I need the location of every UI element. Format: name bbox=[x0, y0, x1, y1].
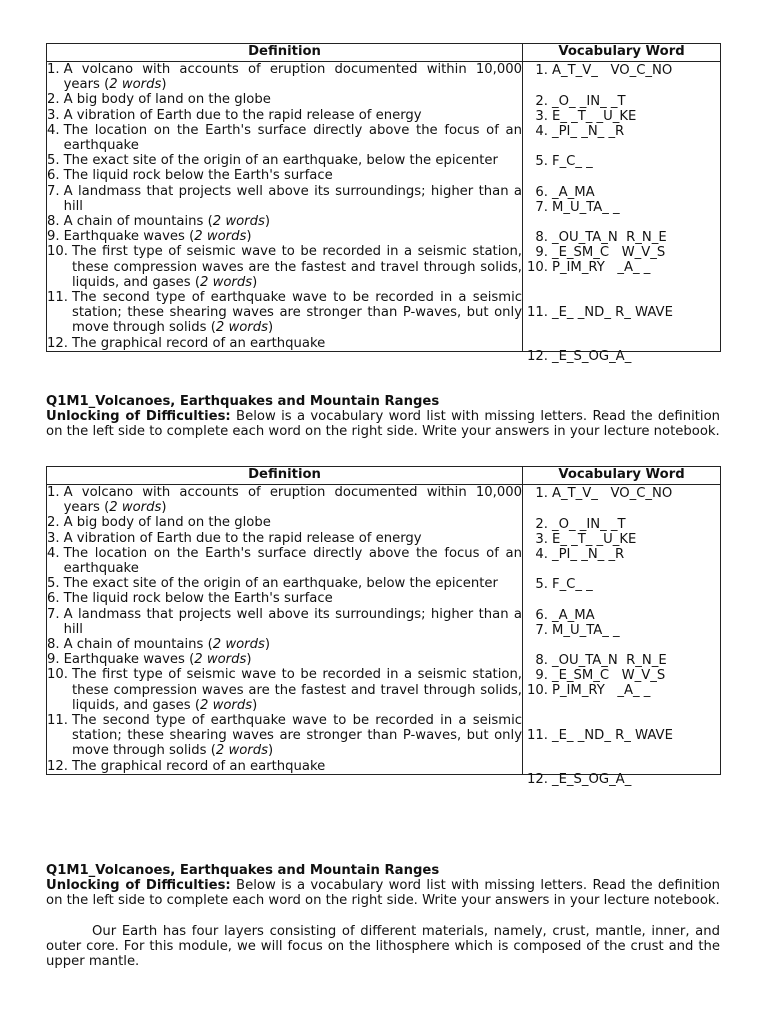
definition-item: 9. Earthquake waves (2 words) bbox=[47, 652, 252, 668]
definition-item: 12. The graphical record of an earthquake bbox=[47, 335, 326, 351]
definition-item: 1. A volcano with accounts of eruption documented within 10,000 years (2 words) bbox=[47, 485, 522, 516]
vocabulary-word: 5. F_C_ _ bbox=[535, 154, 593, 169]
definition-item: 1. A volcano with accounts of eruption documented within 10,000 years (2 words) bbox=[47, 62, 522, 93]
definition-item: 4. The location on the Earth's surface directly above the focus of an earthquake bbox=[47, 545, 522, 577]
vocabulary-word: 9. _E_SM_C W_V_S bbox=[535, 245, 666, 260]
definition-item: 3. A vibration of Earth due to the rapid release of energy bbox=[47, 530, 422, 546]
definition-header: Definition bbox=[47, 44, 523, 62]
vocabulary-word: 2. _O_ _IN_ _T bbox=[535, 517, 626, 532]
vocabulary-word: 2. _O_ _IN_ _T bbox=[535, 94, 626, 109]
vocabulary-word: 8. _OU_TA_N R_N_E bbox=[535, 230, 667, 245]
module-title: Q1M1_Volcanoes, Earthquakes and Mountain Ranges bbox=[46, 394, 440, 409]
vocabulary-table bbox=[46, 466, 721, 787]
vocabulary-word: 6. _A_MA bbox=[535, 185, 595, 200]
definition-item: 10. The first type of seismic wave to be recorded in a seismic station, these compression waves are the fastest and travel through solids, liquids, and gases (2 words) bbox=[47, 667, 522, 713]
vocabulary-word: 11. _E_ _ND_ R_ WAVE bbox=[527, 728, 673, 743]
vocabulary-table bbox=[46, 43, 721, 364]
definition-item: 6. The liquid rock below the Earth's surface bbox=[47, 591, 333, 607]
vocabulary-word: 8. _OU_TA_N R_N_E bbox=[535, 653, 667, 668]
instructions-text: Unlocking of Difficulties: Below is a vocabulary word list with missing letters. Read the definition on the left side to complete each word on the right side. Write your answers in your lecture notebook. bbox=[46, 409, 721, 440]
definition-item: 5. The exact site of the origin of an earthquake, below the epicenter bbox=[47, 153, 498, 169]
definition-item: 8. A chain of mountains (2 words) bbox=[47, 214, 270, 230]
intro-paragraph: Our Earth has four layers consisting of different materials, namely, crust, mantle, inner, and outer core. For this module, we will focus on the lithosphere which is composed of the crust and the upper mantle. bbox=[46, 923, 720, 970]
vocabulary-word: 9. _E_SM_C W_V_S bbox=[535, 668, 666, 683]
definition-item: 7. A landmass that projects well above its surroundings; higher than a hill bbox=[47, 606, 522, 637]
vocabulary-cell bbox=[523, 62, 721, 364]
definition-item: 7. A landmass that projects well above its surroundings; higher than a hill bbox=[47, 183, 522, 214]
definitions-cell bbox=[47, 62, 523, 352]
definition-item: 2. A big body of land on the globe bbox=[47, 92, 271, 108]
vocabulary-word: 10. P_IM_RY _A_ _ bbox=[527, 683, 651, 698]
vocabulary-word: 3. E_ _T_ _U_KE bbox=[535, 109, 637, 124]
vocabulary-word: 7. M_U_TA_ _ bbox=[535, 623, 620, 638]
definition-item: 2. A big body of land on the globe bbox=[47, 515, 271, 531]
definition-item: 10. The first type of seismic wave to be recorded in a seismic station, these compression waves are the fastest and travel through solids, liquids, and gases (2 words) bbox=[47, 244, 522, 290]
instructions-section bbox=[46, 863, 720, 969]
definition-item: 11. The second type of earthquake wave to be recorded in a seismic station; these shearing waves are stronger than P-waves, but only move through solids (2 words) bbox=[47, 713, 522, 759]
vocabulary-word-header: Vocabulary Word bbox=[523, 44, 721, 62]
vocabulary-word: 12. _E_S_OG_A_ bbox=[527, 772, 632, 787]
vocabulary-word: 5. F_C_ _ bbox=[535, 577, 593, 592]
vocabulary-word: 3. E_ _T_ _U_KE bbox=[535, 532, 637, 547]
definition-header: Definition bbox=[47, 467, 523, 485]
vocabulary-word: 10. P_IM_RY _A_ _ bbox=[527, 260, 651, 275]
definition-item: 5. The exact site of the origin of an earthquake, below the epicenter bbox=[47, 576, 498, 592]
vocabulary-cell bbox=[523, 485, 721, 787]
definition-item: 12. The graphical record of an earthquake bbox=[47, 758, 326, 774]
vocabulary-word-header: Vocabulary Word bbox=[523, 467, 721, 485]
vocabulary-word: 6. _A_MA bbox=[535, 608, 595, 623]
definitions-cell bbox=[47, 485, 523, 775]
definition-item: 4. The location on the Earth's surface directly above the focus of an earthquake bbox=[47, 122, 522, 154]
vocabulary-word: 12. _E_S_OG_A_ bbox=[527, 349, 632, 364]
definition-item: 9. Earthquake waves (2 words) bbox=[47, 229, 252, 245]
vocabulary-word: 1. A_T_V_ VO_C_NO bbox=[535, 63, 673, 78]
definition-item: 3. A vibration of Earth due to the rapid release of energy bbox=[47, 107, 422, 123]
instructions-section bbox=[46, 394, 720, 440]
definition-item: 6. The liquid rock below the Earth's surface bbox=[47, 168, 333, 184]
instructions-text: Unlocking of Difficulties: Below is a vocabulary word list with missing letters. Read the definition on the left side to complete each word on the right side. Write your answers in your lecture notebook. bbox=[46, 878, 721, 909]
vocabulary-word: 7. M_U_TA_ _ bbox=[535, 200, 620, 215]
vocabulary-word: 11. _E_ _ND_ R_ WAVE bbox=[527, 305, 673, 320]
definition-item: 8. A chain of mountains (2 words) bbox=[47, 637, 270, 653]
vocabulary-word: 4. _PI_ _N_ _R bbox=[535, 124, 625, 139]
module-title: Q1M1_Volcanoes, Earthquakes and Mountain Ranges bbox=[46, 863, 440, 878]
vocabulary-word: 1. A_T_V_ VO_C_NO bbox=[535, 486, 673, 501]
definition-item: 11. The second type of earthquake wave to be recorded in a seismic station; these shearing waves are stronger than P-waves, but only move through solids (2 words) bbox=[47, 290, 522, 336]
vocabulary-word: 4. _PI_ _N_ _R bbox=[535, 547, 625, 562]
